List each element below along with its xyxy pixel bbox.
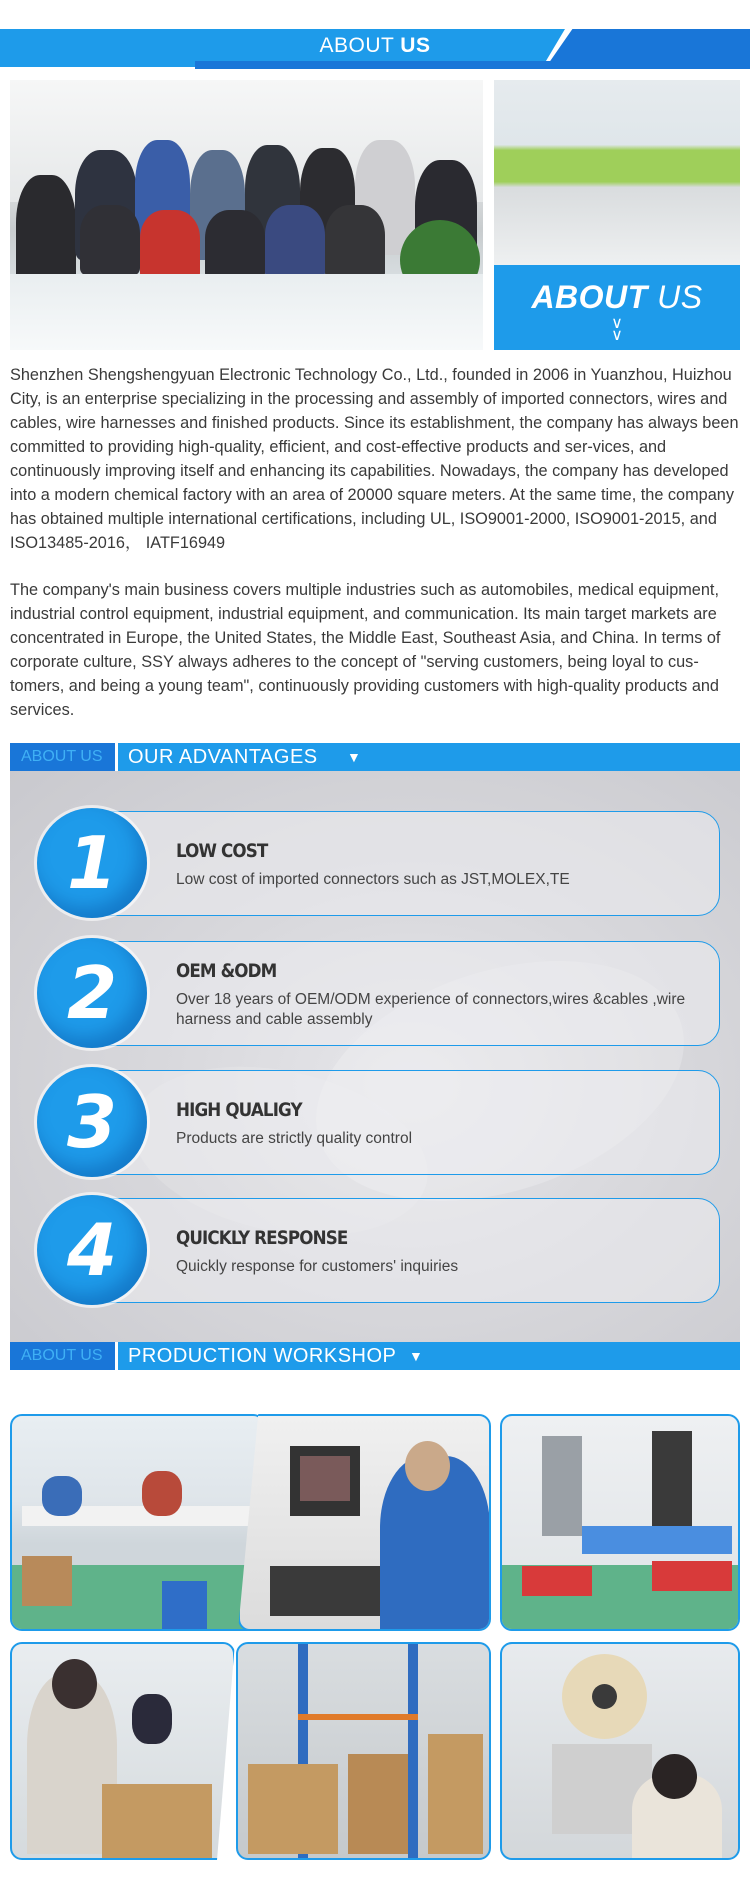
about-box-title: ABOUT US <box>531 279 703 315</box>
advantages-section-header <box>10 743 740 771</box>
about-us-box <box>494 265 740 350</box>
number-badge: 4 <box>37 1195 147 1305</box>
workshop-photo <box>10 1642 235 1860</box>
advantage-card <box>62 1198 720 1303</box>
number-badge: 3 <box>37 1067 147 1177</box>
section-tag: ABOUT US <box>10 1342 115 1370</box>
advantage-title: OEM &ODM <box>176 960 277 982</box>
team-photo <box>10 80 483 350</box>
number-badge: 2 <box>37 938 147 1048</box>
workshop-photo <box>10 1414 265 1631</box>
office-photo <box>494 80 740 265</box>
advantage-title: QUICKLY RESPONSE <box>176 1227 348 1249</box>
triangle-down-icon: ▼ <box>409 1348 423 1364</box>
advantage-desc: Low cost of imported connectors such as JST,MOLEX,TE <box>176 871 570 888</box>
advantage-desc: Products are strictly quality control <box>176 1130 413 1147</box>
triangle-down-icon: ▼ <box>347 749 361 765</box>
workshop-photo <box>500 1414 740 1631</box>
advantage-title: LOW COST <box>176 840 268 862</box>
banner-title: ABOUT US <box>319 34 431 57</box>
workshop-section-header <box>10 1342 740 1370</box>
workshop-photo <box>236 1642 491 1860</box>
double-chevron-down-icon: ∨ ∨ <box>611 315 623 344</box>
advantage-card <box>62 1070 720 1175</box>
workshop-photo <box>500 1642 740 1860</box>
company-intro-paragraph: Shenzhen Shengshengyuan Electronic Technology Co., Ltd., founded in 2006 in Yuanzhou, Huizhou City, is an enterprise specializing in the processing and assembly of imported connectors, wires and cables, wire harnesses and finished products. Since its establishment, the company has always been committed to providing high-quality, efficient, and cost-effective products and ser-vices, and continuously improving itself and enhancing its capabilities. Nowadays, the company has developed into a modern chemical factory with an area of 20000 square meters. At the same time, the company has obtained multiple international certifications, including UL, ISO9001-2000, ISO9001-2015, and ISO13485-2016， IATF16949 <box>10 366 739 552</box>
about-us-banner <box>0 29 750 69</box>
section-label: OUR ADVANTAGES <box>128 746 318 768</box>
advantage-title: HIGH QUALIGY <box>176 1099 302 1121</box>
section-label: PRODUCTION WORKSHOP <box>128 1345 397 1367</box>
advantage-desc: Quickly response for customers' inquiries <box>176 1258 459 1275</box>
section-tag: ABOUT US <box>10 743 115 771</box>
advantage-card <box>62 811 720 916</box>
advantage-desc: Over 18 years of OEM/ODM experience of connectors,wires &cables ,wire harness and cable assembly <box>176 991 686 1028</box>
number-badge: 1 <box>37 808 147 918</box>
workshop-photo <box>238 1414 491 1631</box>
company-business-paragraph: The company's main business covers multiple industries such as automobiles, medical equipment, industrial control equipment, industrial equipment, and communication. Its main target markets are concentrated in Europe, the United States, the Middle East, Southeast Asia, and China. In terms of corporate culture, SSY always adheres to the concept of "serving customers, being loyal to cus-tomers, and being a young team", continuously providing customers with high-quality products and services. <box>10 581 721 719</box>
advantage-card <box>62 941 720 1046</box>
advantages-panel <box>10 771 740 1342</box>
